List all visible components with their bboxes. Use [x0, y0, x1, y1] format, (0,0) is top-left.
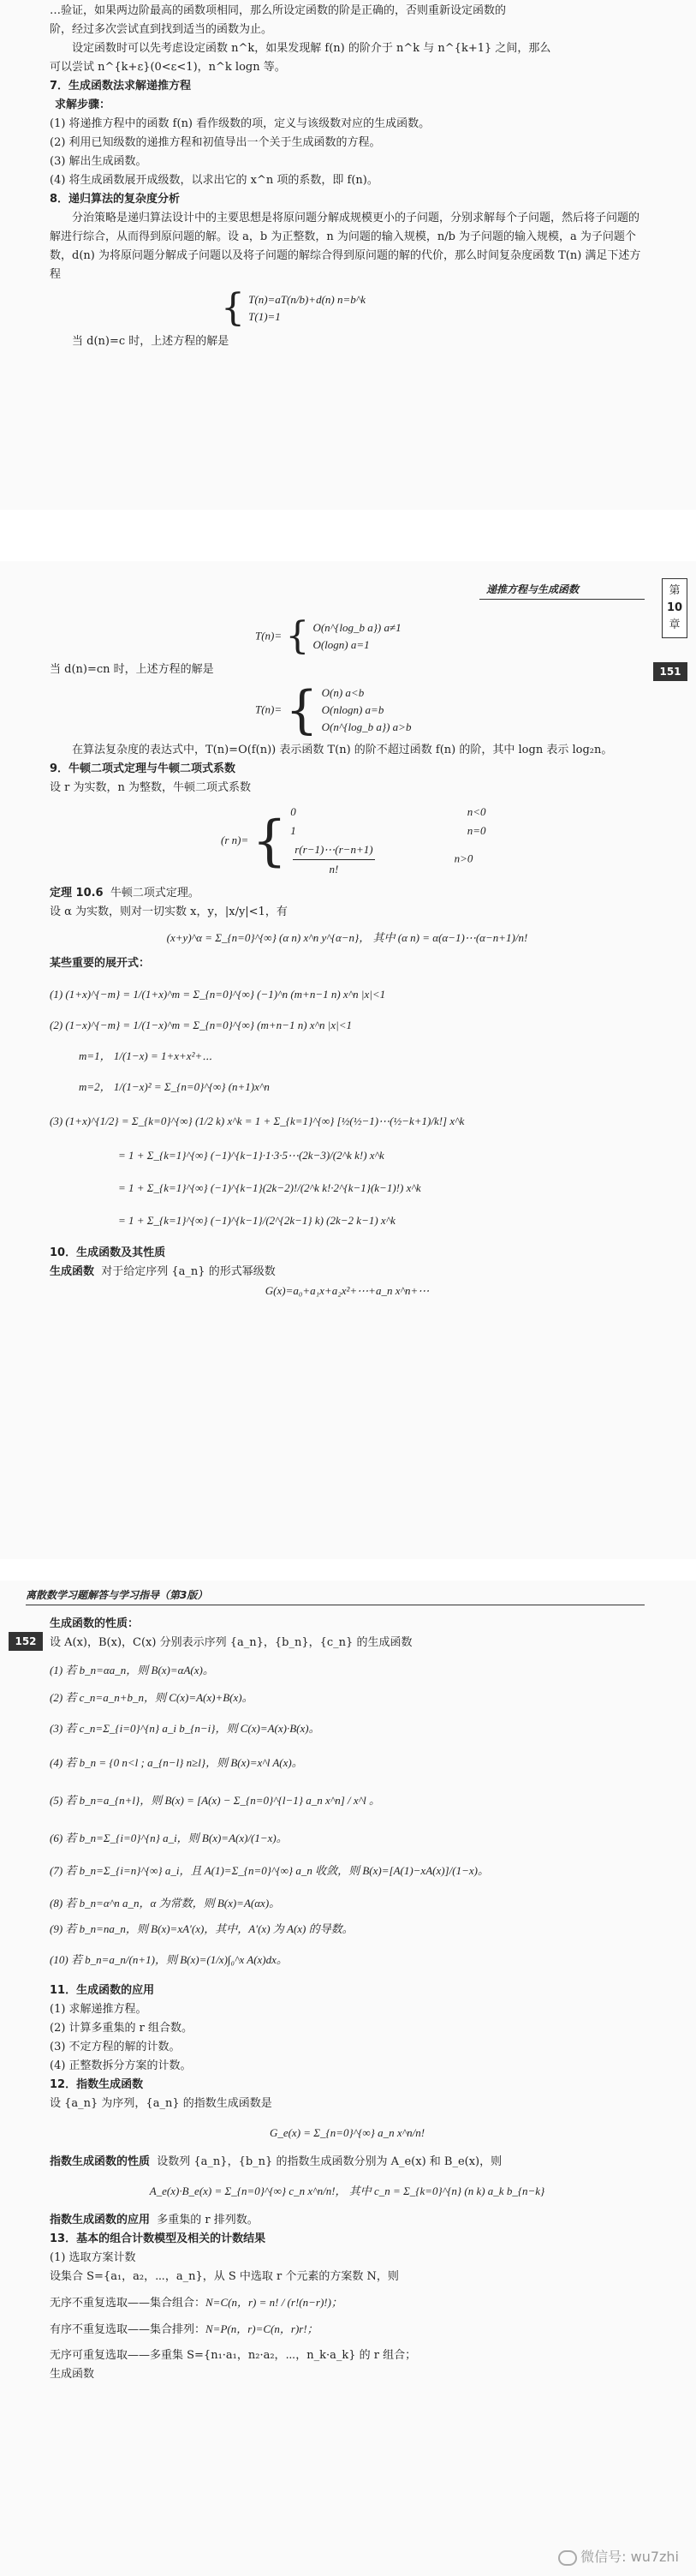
equation-case: O(n) a<b: [321, 686, 365, 699]
equation-line: T(1)=1: [248, 310, 281, 323]
theorem-name: 牛顿二项式定理。: [110, 887, 199, 900]
case-condition: n>0: [454, 852, 473, 865]
section-heading: 8．递归算法的复杂度分析: [50, 193, 181, 206]
divider: [479, 599, 645, 600]
fraction-numerator: r(r−1)⋯(r−n+1): [293, 840, 374, 860]
selection-formula: N=C(n，r) = n! / (r!(n−r)!)；: [205, 2296, 342, 2309]
definition-text: 设数列 {a_n}，{b_n} 的指数生成函数分别为 A_e(x) 和 B_e(x)，则: [157, 2155, 503, 2168]
text-line: 设 {a_n} 为序列，{a_n} 的指数生成函数是: [50, 2097, 272, 2110]
step-item: (2) 利用已知级数的递推方程和初值导出一个关于生成函数的方程。: [50, 136, 381, 149]
fraction-denominator: n!: [329, 863, 339, 876]
page-number: 152: [9, 1632, 43, 1651]
text-line: 无序可重复选取——多重集 S={n₁·a₁，n₂·a₂，⋯，n_k·a_k} 的 r 组合；: [50, 2349, 417, 2362]
list-item: (3) 不定方程的解的计数。: [50, 2041, 181, 2053]
formula: G_e(x) = Σ_{n=0}^{∞} a_n x^n/n!: [269, 2126, 425, 2139]
property-item: (2) 若 c_n=a_n+b_n，则 C(x)=A(x)+B(x)。: [50, 1691, 253, 1704]
formula: G(x)=a₀+a₁x+a₂x²+⋯+a_n x^n+⋯: [265, 1284, 430, 1297]
section-heading: 7．生成函数法求解递推方程: [50, 80, 192, 93]
definition-label: 指数生成函数的性质: [50, 2155, 151, 2168]
equation-case: O(n^{log_b a}) a≠1: [312, 621, 402, 634]
subsection-heading: 生成函数的性质：: [50, 1617, 140, 1630]
section-heading: 12．指数生成函数: [50, 2078, 144, 2091]
property-item: (9) 若 b_n=na_n，则 B(x)=xA′(x)，其中，A′(x) 为 A(x) 的导数。: [50, 1922, 354, 1935]
watermark-text: 微信号: wu7zhi: [580, 2549, 679, 2565]
equation-case: O(logn) a=1: [312, 638, 370, 651]
case-condition: n<0: [467, 805, 486, 818]
equation-lhs: (r n)=: [221, 834, 249, 846]
definition-text: 多重集的 r 排列数。: [157, 2214, 259, 2226]
step-item: (3) 解出生成函数。: [50, 155, 147, 168]
property-item: (1) 若 b_n=αa_n，则 B(x)=αA(x)。: [50, 1664, 214, 1676]
paragraph: 分治策略是递归算法设计中的主要思想是将原问题分解成规模更小的子问题，分别求解每个子问题，然后将子问题的解进行综合，从而得到原问题的解。设 a，b 为正整数，n 为问题的输入规模，n/b 为子问题的输入规模，a 为子问题个数，d(n) 为将原问题分解成子问题以及将子问题的解综合得到原问题的解的代价，那么时间复杂度函数 T(n) 满足下述方程: [50, 212, 641, 281]
text-line: 阶，经过多次尝试直到找到适当的函数为止。: [50, 23, 273, 36]
property-item: (5) 若 b_n=a_{n+l}，则 B(x) = [A(x) − Σ_{n=0}^{l−1} a_n x^n] / x^l 。: [50, 1794, 381, 1807]
binomial-coefficient-definition: (r n)= { 0 n<0 1 n=0 $\frac{r(r-1)\cdots(r-n+1)}{n!}$ n>0: [221, 803, 645, 879]
section-heading: 9．牛顿二项式定理与牛顿二项式系数: [50, 762, 236, 775]
chapter-tab-label: 章: [669, 619, 681, 631]
property-item: (4) 若 b_n = {0 n<l ; a_{n−l} n≥l}，则 B(x)=x^l A(x)。: [50, 1756, 303, 1769]
equation-lhs: T(n)=: [255, 629, 283, 643]
selection-formula: N=P(n，r)=C(n，r)r!；: [205, 2322, 318, 2335]
chapter-tab: [662, 578, 687, 638]
subsection-heading: 某些重要的展开式：: [50, 957, 151, 970]
section-heading: 13．基本的组合计数模型及相关的计数结果: [50, 2232, 266, 2245]
equation-case: O(n^{log_b a}) a>b: [321, 720, 412, 733]
text-line: 当 d(n)=c 时，上述方程的解是: [72, 335, 229, 348]
formula: = 1 + Σ_{k=1}^{∞} (−1)^{k−1}/(2^{2k−1} k) (2k−2 k−1) x^k: [118, 1214, 396, 1227]
step-item: (4) 将生成函数展开成级数，以求出它的 x^n 项的系数，即 f(n)。: [50, 174, 378, 187]
formula: (3) (1+x)^{1/2} = Σ_{k=0}^{∞} (1/2 k) x^k = 1 + Σ_{k=1}^{∞} [½(½−1)⋯(½−k+1)/k!] x^k: [50, 1115, 465, 1127]
page-150-fragment: [0, 0, 696, 510]
page-151: [0, 561, 696, 1559]
formula: (2) (1−x)^{−m} = 1/(1−x)^m = Σ_{n=0}^{∞} (m+n−1 n) x^n |x|<1: [50, 1019, 352, 1031]
equation-line: T(n)=aT(n/b)+d(n) n=b^k: [248, 293, 366, 306]
case-value: 1: [290, 824, 296, 837]
text-line: 设集合 S={a₁，a₂，⋯，a_n}，从 S 中选取 r 个元素的方案数 N，则: [50, 2270, 399, 2283]
case-value: 0: [290, 805, 296, 818]
text-line: 设定函数时可以先考虑设定函数 n^k，如果发现解 f(n) 的阶介于 n^k 与 n^{k+1} 之间，那么: [72, 42, 551, 55]
definition-text: 对于给定序列 {a_n} 的形式幂级数: [101, 1265, 276, 1278]
text-line: …验证，如果两边阶最高的函数项相同，那么所设定函数的阶是正确的，否则重新设定函数的: [50, 4, 507, 17]
text-line: 设 A(x)，B(x)，C(x) 分别表示序列 {a_n}，{b_n}，{c_n} 的生成函数: [50, 1636, 413, 1649]
paragraph: 在算法复杂度的表达式中，T(n)=O(f(n)) 表示函数 T(n) 的阶不超过函数 f(n) 的阶，其中 logn 表示 log₂n。: [72, 744, 613, 756]
text-line: 可以尝试 n^{k+ε}(0<ε<1)，n^k logn 等。: [50, 61, 286, 74]
section-heading: 11．生成函数的应用: [50, 1984, 155, 1997]
formula: m=1， 1/(1−x) = 1+x+x²+⋯: [79, 1049, 212, 1062]
list-item: (1) 求解递推方程。: [50, 2003, 147, 2016]
property-item: (10) 若 b_n=a_n/(n+1)，则 B(x)=(1/x)∫₀^x A(x)dx。: [50, 1953, 288, 1966]
property-item: (3) 若 c_n=Σ_{i=0}^{n} a_i b_{n−i}，则 C(x)=A(x)·B(x)。: [50, 1722, 320, 1735]
chapter-number: 10: [666, 601, 683, 614]
wechat-icon: [558, 2550, 577, 2566]
formula: = 1 + Σ_{k=1}^{∞} (−1)^{k−1}(2k−2)!/(2^k k!·2^{k−1}(k−1)!) x^k: [118, 1181, 421, 1194]
formula: (1) (1+x)^{−m} = 1/(1+x)^m = Σ_{n=0}^{∞} (−1)^n (m+n−1 n) x^n |x|<1: [50, 988, 386, 1001]
case-condition: n=0: [467, 824, 486, 837]
section-heading: 10．生成函数及其性质: [50, 1246, 166, 1259]
definition-label: 指数生成函数的应用: [50, 2214, 151, 2226]
step-item: (1) 将递推方程中的函数 f(n) 看作级数的项，定义与该级数对应的生成函数。: [50, 117, 431, 130]
list-item: (4) 正整数拆分方案的计数。: [50, 2059, 192, 2072]
chapter-tab-label: 第: [669, 584, 681, 597]
list-item: (2) 计算多重集的 r 组合数。: [50, 2022, 193, 2035]
formula: m=2， 1/(1−x)² = Σ_{n=0}^{∞} (n+1)x^n: [79, 1080, 270, 1093]
formula: A_e(x)·B_e(x) = Σ_{n=0}^{∞} c_n x^n/n!， 其中 c_n = Σ_{k=0}^{n} (n k) a_k b_{n−k}: [149, 2185, 545, 2197]
left-brace: {: [221, 286, 245, 330]
page-number: 151: [653, 662, 687, 681]
equation-lhs: T(n)=: [255, 702, 283, 716]
property-item: (7) 若 b_n=Σ_{i=n}^{∞} a_i，且 A(1)=Σ_{n=0}^{∞} a_n 收敛，则 B(x)=[A(1)−xA(x)]/(1−x)。: [50, 1864, 489, 1877]
page-152: [0, 1581, 696, 2576]
running-head: 离散数学习题解答与学习指导（第3版）: [26, 1589, 208, 1601]
formula: (x+y)^α = Σ_{n=0}^{∞} (α n) x^n y^{α−n}， 其中 (α n) = α(α−1)⋯(α−n+1)/n!: [166, 931, 528, 944]
complexity-solution-2: T(n)= { O(n) a<b O(nlogn) a=b O(n^{log_b a}) a>b: [255, 680, 412, 740]
text-line: 生成函数: [50, 2368, 95, 2381]
selection-label: 无序不重复选取——集合组合：: [50, 2297, 206, 2310]
text-line: 当 d(n)=cn 时，上述方程的解是: [50, 663, 214, 676]
text-line: 设 α 为实数，则对一切实数 x，y，|x/y|<1，有: [50, 905, 288, 918]
text-line: (1) 选取方案计数: [50, 2251, 136, 2264]
definition-label: 生成函数: [50, 1265, 95, 1278]
running-head: 递推方程与生成函数: [486, 583, 580, 595]
equation-case: O(nlogn) a=b: [321, 703, 384, 716]
property-item: (6) 若 b_n=Σ_{i=0}^{n} a_i，则 B(x)=A(x)/(1−x)。: [50, 1832, 288, 1844]
text-line: 设 r 为实数，n 为整数，牛顿二项式系数: [50, 781, 251, 794]
selection-label: 有序不重复选取——集合排列：: [50, 2323, 206, 2336]
complexity-solution-1: T(n)= { O(n^{log_b a}) a≠1 O(logn) a=1: [255, 614, 402, 658]
steps-title: 求解步骤：: [55, 99, 111, 111]
theorem-label: 定理 10.6: [50, 887, 104, 900]
recurrence-equation: [221, 286, 645, 330]
formula: = 1 + Σ_{k=1}^{∞} (−1)^{k−1}·1·3·5⋯(2k−3)/(2^k k!) x^k: [118, 1149, 384, 1162]
watermark: [558, 2546, 679, 2566]
property-item: (8) 若 b_n=α^n a_n，α 为常数，则 B(x)=A(αx)。: [50, 1897, 281, 1910]
